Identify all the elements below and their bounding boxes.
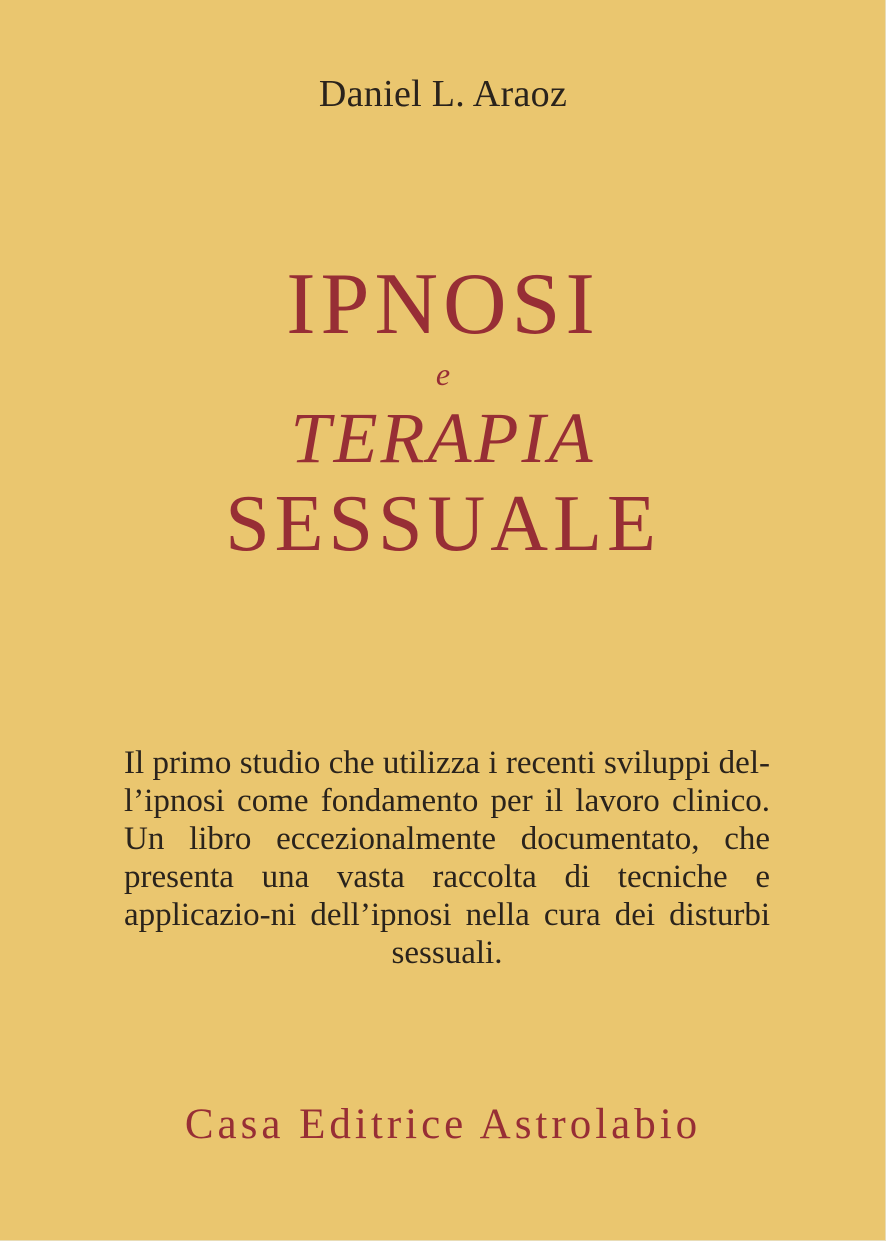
book-title xyxy=(0,250,886,570)
author-name: Daniel L. Araoz xyxy=(318,73,568,115)
title-line-sessuale: SESSUALE xyxy=(225,480,661,568)
title-line-terapia: TERAPIA xyxy=(290,398,596,478)
title-conjunction: e xyxy=(435,356,451,392)
book-blurb: Il primo studio che utilizza i recenti sviluppi del-l’ipnosi come fondamento per il lavoro clinico. Un libro eccezionalmente documentato, che presenta una vasta raccolta di tecniche e applicazio-ni dell’ipnosi nella cura dei disturbi sessuali. xyxy=(124,745,770,971)
publisher-name: Casa Editrice Astrolabio xyxy=(184,1101,702,1148)
title-line-ipnosi: IPNOSI xyxy=(286,256,600,353)
